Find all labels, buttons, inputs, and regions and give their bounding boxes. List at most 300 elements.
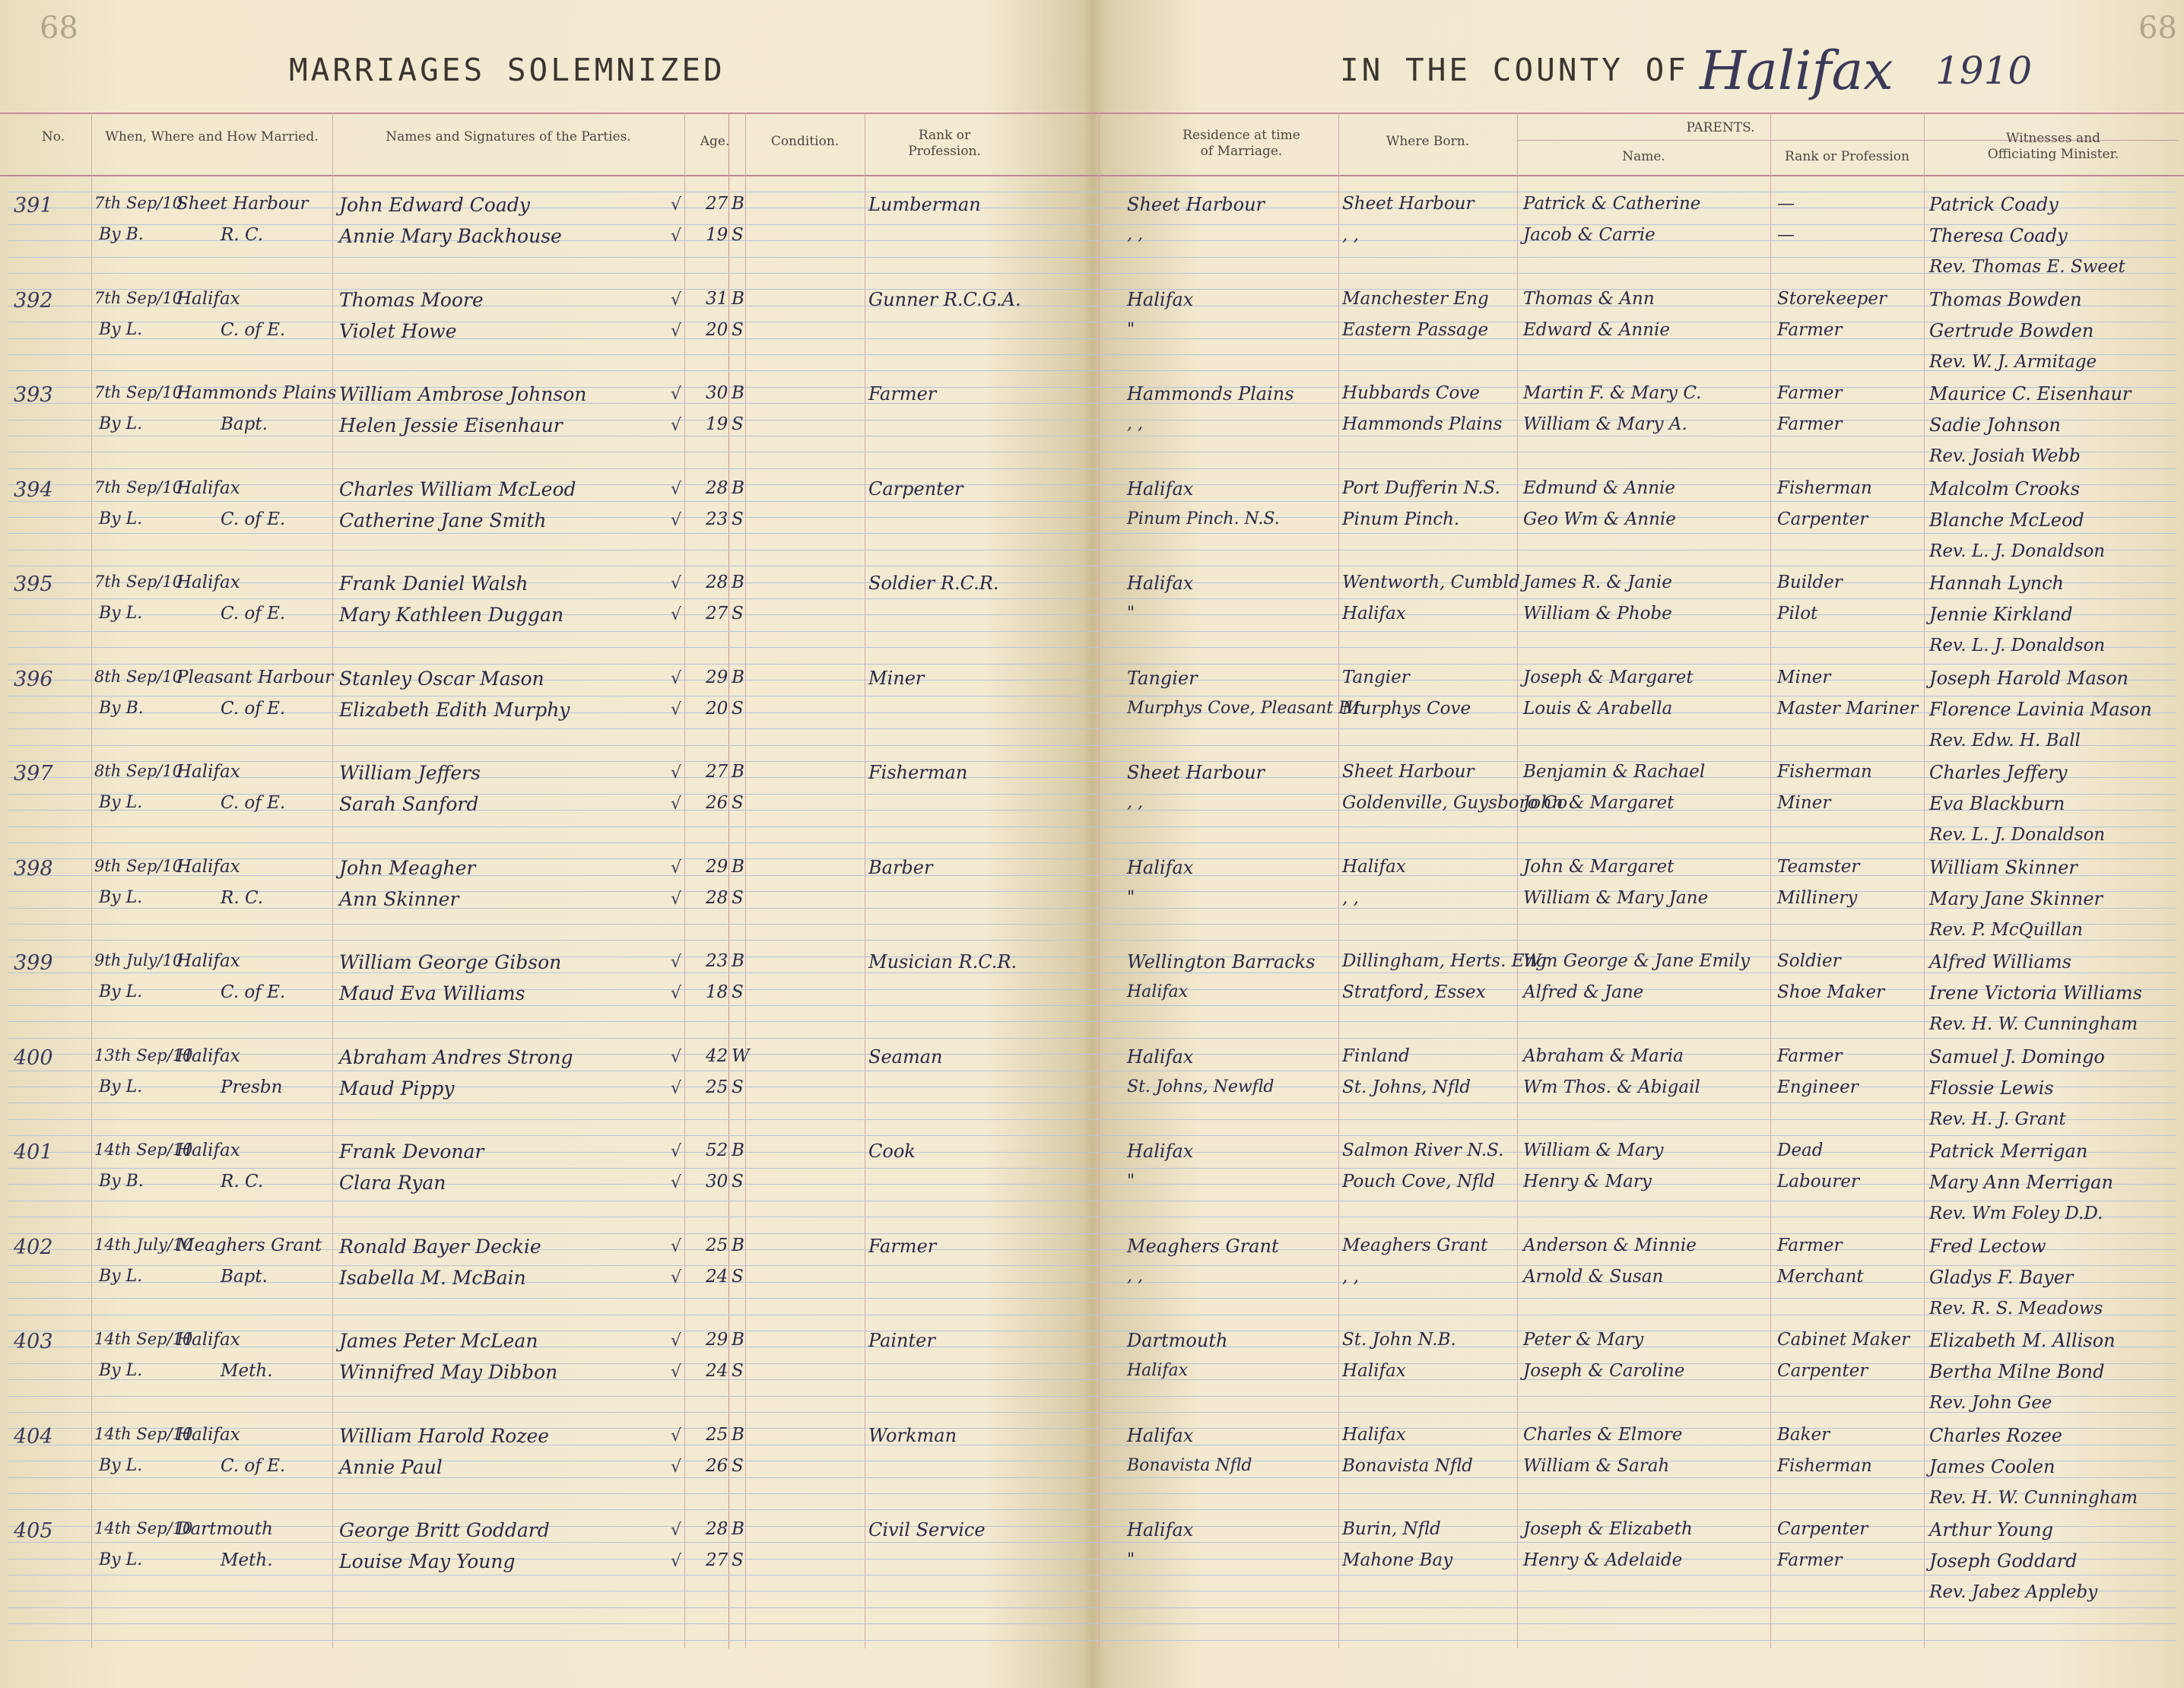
groom-birthplace: Hubbards Cove	[1342, 383, 1480, 403]
groom-name: Thomas Moore	[339, 289, 484, 311]
groom-parents: John & Margaret	[1523, 857, 1675, 877]
bride-condition: S	[732, 1172, 744, 1191]
groom-residence: Tangier	[1127, 668, 1198, 689]
check-mark-icon: √	[671, 1142, 682, 1161]
ruled-line	[8, 582, 2176, 583]
check-mark-icon: √	[671, 795, 682, 814]
marriage-how: By L.	[99, 1550, 143, 1569]
marriage-denomination: C. of E.	[221, 509, 286, 529]
groom-birthplace: Sheet Harbour	[1342, 762, 1475, 782]
bride-age: 24	[706, 1267, 729, 1287]
marriage-denomination: R. C.	[221, 888, 264, 908]
check-mark-icon: √	[671, 1173, 682, 1192]
groom-age: 30	[706, 383, 729, 403]
groom-residence: Dartmouth	[1127, 1330, 1228, 1351]
groom-parents: Joseph & Margaret	[1523, 668, 1694, 687]
witness-two: Bertha Milne Bond	[1929, 1361, 2105, 1382]
check-mark-icon: √	[671, 763, 682, 782]
marriage-denomination: R. C.	[221, 225, 264, 245]
groom-residence: Halifax	[1127, 1141, 1194, 1162]
check-mark-icon: √	[671, 605, 682, 624]
groom-age: 27	[706, 762, 729, 782]
bride-age: 26	[706, 793, 729, 813]
bride-age: 24	[706, 1361, 729, 1381]
groom-condition: B	[732, 1425, 744, 1445]
bride-parents-rank: Fisherman	[1777, 1456, 1872, 1476]
bride-age: 20	[706, 699, 729, 719]
ruled-line	[8, 745, 2176, 746]
bride-birthplace: Halifax	[1342, 604, 1406, 623]
ruled-line	[8, 550, 2176, 551]
bride-parents: Arnold & Susan	[1523, 1267, 1664, 1287]
check-mark-icon: √	[671, 1268, 682, 1287]
ruled-line	[8, 1477, 2176, 1478]
groom-condition: B	[732, 1519, 744, 1539]
groom-birthplace: Halifax	[1342, 1425, 1406, 1445]
witness-one: Patrick Coady	[1929, 194, 2059, 215]
bride-age: 30	[706, 1172, 729, 1191]
groom-residence: Halifax	[1127, 1046, 1194, 1068]
bride-birthplace: , ,	[1342, 1267, 1359, 1287]
groom-parents-rank: Carpenter	[1777, 1519, 1868, 1539]
ruled-line	[8, 924, 2176, 925]
ruled-line	[8, 1168, 2176, 1169]
groom-residence: Sheet Harbour	[1127, 762, 1265, 783]
marriage-date: 14th Sep/10	[94, 1330, 193, 1348]
groom-age: 28	[706, 1519, 729, 1539]
groom-residence: Meaghers Grant	[1127, 1236, 1279, 1257]
marriage-place: Meaghers Grant	[176, 1236, 322, 1255]
officiating-minister: Rev. L. J. Donaldson	[1929, 541, 2106, 561]
col-header-age: Age.	[700, 134, 730, 149]
marriage-place: Hammonds Plains	[176, 383, 337, 403]
groom-rank: Miner	[868, 668, 925, 689]
witness-two: Flossie Lewis	[1929, 1077, 2054, 1099]
witness-one: Patrick Merrigan	[1929, 1141, 2088, 1162]
ruled-line	[8, 1038, 2176, 1039]
marriage-date: 14th July/10	[94, 1236, 193, 1254]
entry-number: 402	[14, 1236, 53, 1259]
groom-rank: Barber	[868, 857, 933, 878]
entry-number: 393	[14, 383, 53, 407]
col-divider	[1338, 113, 1339, 1648]
groom-age: 25	[706, 1425, 729, 1445]
groom-parents-rank: Baker	[1777, 1425, 1830, 1445]
ruled-line	[8, 533, 2176, 534]
ruled-line	[8, 940, 2176, 941]
groom-name: Charles William McLeod	[339, 478, 576, 500]
groom-parents: Wm George & Jane Emily	[1523, 951, 1750, 971]
groom-residence: Halifax	[1127, 857, 1194, 878]
groom-rank: Musician R.C.R.	[868, 951, 1017, 973]
groom-condition: B	[732, 1330, 744, 1350]
col-divider	[684, 113, 685, 1648]
marriage-denomination: R. C.	[221, 1172, 264, 1191]
col-header-parents-name: Name.	[1622, 149, 1665, 164]
check-mark-icon: √	[671, 984, 682, 1003]
check-mark-icon: √	[671, 858, 682, 877]
marriage-denomination: C. of E.	[221, 793, 286, 813]
col-divider	[1770, 113, 1771, 1648]
bride-birthplace: Pinum Pinch.	[1342, 509, 1460, 529]
marriage-denomination: C. of E.	[221, 604, 286, 623]
ruled-line	[8, 631, 2176, 632]
groom-parents: Anderson & Minnie	[1523, 1236, 1697, 1255]
groom-age: 28	[706, 478, 729, 498]
officiating-minister: Rev. Wm Foley D.D.	[1929, 1204, 2103, 1223]
bride-parents-rank: Labourer	[1777, 1172, 1859, 1191]
bride-parents-rank: Shoe Maker	[1777, 982, 1885, 1002]
bride-parents: Jacob & Carrie	[1523, 225, 1655, 245]
bride-parents: Louis & Arabella	[1523, 699, 1673, 719]
col-header-born: Where Born.	[1386, 134, 1470, 149]
entry-number: 391	[14, 194, 53, 217]
groom-parents: Edmund & Annie	[1523, 478, 1675, 498]
entry-number: 399	[14, 951, 53, 975]
check-mark-icon: √	[671, 511, 682, 530]
bride-name: Isabella M. McBain	[339, 1267, 526, 1289]
ruled-line	[8, 1542, 2176, 1543]
groom-birthplace: St. John N.B.	[1342, 1330, 1456, 1350]
check-mark-icon: √	[671, 953, 682, 972]
bride-birthplace: Pouch Cove, Nfld	[1342, 1172, 1496, 1191]
groom-parents-rank: Farmer	[1777, 1236, 1843, 1255]
groom-name: George Britt Goddard	[339, 1519, 550, 1541]
bride-residence: "	[1127, 888, 1135, 907]
col-header-names: Names and Signatures of the Parties.	[386, 129, 631, 144]
bride-name: Catherine Jane Smith	[339, 509, 547, 531]
marriage-place: Pleasant Harbour	[176, 668, 334, 687]
groom-condition: W	[732, 1046, 750, 1066]
check-mark-icon: √	[671, 1552, 682, 1571]
bride-name: Maud Pippy	[339, 1077, 455, 1099]
bride-residence: , ,	[1127, 414, 1143, 433]
bride-name: Sarah Sanford	[339, 793, 479, 815]
entry-number: 398	[14, 857, 53, 880]
ruled-line	[8, 1005, 2176, 1006]
witness-one: Hannah Lynch	[1929, 573, 2064, 594]
groom-parents: William & Mary	[1523, 1141, 1664, 1160]
bride-condition: S	[732, 982, 744, 1002]
groom-parents: Martin F. & Mary C.	[1523, 383, 1702, 403]
groom-name: Frank Daniel Walsh	[339, 573, 529, 595]
groom-residence: Hammonds Plains	[1127, 383, 1294, 405]
marriage-denomination: C. of E.	[221, 320, 286, 340]
check-mark-icon: √	[671, 195, 682, 214]
bride-residence: "	[1127, 1172, 1135, 1191]
groom-parents: Patrick & Catherine	[1523, 194, 1701, 214]
check-mark-icon: √	[671, 1331, 682, 1350]
officiating-minister: Rev. H. W. Cunningham	[1929, 1488, 2138, 1508]
marriage-place: Halifax	[176, 573, 240, 592]
groom-condition: B	[732, 478, 744, 498]
marriage-how: By B.	[99, 225, 144, 244]
bride-name: Elizabeth Edith Murphy	[339, 699, 570, 721]
entry-number: 396	[14, 668, 53, 691]
witness-two: Joseph Goddard	[1929, 1550, 2078, 1572]
bride-age: 26	[706, 1456, 729, 1476]
groom-name: William Jeffers	[339, 762, 481, 784]
bride-condition: S	[732, 225, 744, 245]
bride-birthplace: Murphys Cove	[1342, 699, 1471, 719]
marriage-place: Halifax	[176, 857, 240, 877]
ruled-line	[8, 1640, 2176, 1641]
col-header-no: No.	[41, 129, 65, 144]
groom-rank: Soldier R.C.R.	[868, 573, 999, 594]
groom-name: William George Gibson	[339, 951, 562, 973]
bride-birthplace: Goldenville, Guysboro Co	[1342, 793, 1568, 813]
bride-parents-rank: Pilot	[1777, 604, 1818, 623]
col-header-when: When, Where and How Married.	[105, 129, 319, 144]
groom-birthplace: Sheet Harbour	[1342, 194, 1475, 214]
bride-name: Clara Ryan	[339, 1172, 446, 1194]
check-mark-icon: √	[671, 1458, 682, 1477]
marriage-denomination: Bapt.	[221, 1267, 268, 1287]
witness-one: Elizabeth M. Allison	[1929, 1330, 2116, 1351]
marriage-date: 8th Sep/10	[94, 762, 183, 780]
bride-age: 19	[706, 225, 729, 245]
entry-number: 395	[14, 573, 53, 596]
bride-parents: Alfred & Jane	[1523, 982, 1644, 1002]
bride-parents-rank: Master Mariner	[1777, 699, 1919, 719]
ruled-line	[8, 1607, 2176, 1608]
groom-age: 27	[706, 194, 729, 214]
ruled-line	[8, 1493, 2176, 1494]
bride-parents-rank: Miner	[1777, 793, 1831, 813]
groom-birthplace: Finland	[1342, 1046, 1410, 1066]
bride-age: 25	[706, 1077, 729, 1097]
marriage-date: 7th Sep/10	[94, 478, 183, 497]
bride-age: 23	[706, 509, 729, 529]
bride-name: Mary Kathleen Duggan	[339, 604, 564, 626]
groom-age: 52	[706, 1141, 729, 1160]
ruled-line	[8, 728, 2176, 729]
bride-condition: S	[732, 888, 744, 908]
witness-two: Eva Blackburn	[1929, 793, 2065, 814]
check-mark-icon: √	[671, 574, 682, 593]
bride-name: Winnifred May Dibbon	[339, 1361, 558, 1383]
ruled-line	[8, 1054, 2176, 1055]
bride-name: Helen Jessie Eisenhaur	[339, 414, 563, 436]
entry-number: 392	[14, 289, 53, 313]
witness-two: Mary Ann Merrigan	[1929, 1172, 2113, 1193]
bride-condition: S	[732, 509, 744, 529]
bride-parents-rank: Millinery	[1777, 888, 1858, 908]
groom-birthplace: Port Dufferin N.S.	[1342, 478, 1500, 498]
witness-two: Irene Victoria Williams	[1929, 982, 2142, 1004]
groom-parents-rank: Storekeeper	[1777, 289, 1887, 309]
marriage-how: By L.	[99, 1456, 143, 1475]
groom-rank: Farmer	[868, 1236, 937, 1257]
bride-name: Annie Paul	[339, 1456, 443, 1478]
ruled-line	[8, 1021, 2176, 1022]
marriage-denomination: C. of E.	[221, 982, 286, 1002]
marriage-how: By L.	[99, 982, 143, 1001]
groom-age: 28	[706, 573, 729, 592]
groom-parents: Benjamin & Rachael	[1523, 762, 1706, 782]
marriage-how: By L.	[99, 320, 143, 339]
witness-two: James Coolen	[1929, 1456, 2055, 1477]
witness-two: Sadie Johnson	[1929, 414, 2061, 436]
bride-parents-rank: Carpenter	[1777, 1361, 1868, 1381]
bride-name: Maud Eva Williams	[339, 982, 525, 1004]
officiating-minister: Rev. W. J. Armitage	[1929, 352, 2097, 372]
groom-name: James Peter McLean	[339, 1330, 538, 1352]
groom-condition: B	[732, 194, 744, 214]
right-page-number: 68	[2138, 11, 2177, 46]
ruled-line	[8, 794, 2176, 795]
groom-birthplace: Halifax	[1342, 857, 1406, 877]
groom-rank: Seaman	[868, 1046, 943, 1068]
groom-birthplace: Burin, Nfld	[1342, 1519, 1441, 1539]
groom-name: Abraham Andres Strong	[339, 1046, 573, 1068]
groom-birthplace: Manchester Eng	[1342, 289, 1489, 309]
bride-parents-rank: Farmer	[1777, 1550, 1843, 1570]
bride-birthplace: Mahone Bay	[1342, 1550, 1453, 1570]
check-mark-icon: √	[671, 1079, 682, 1098]
bride-parents: William & Mary A.	[1523, 414, 1687, 434]
groom-parents-rank: Farmer	[1777, 383, 1843, 403]
marriage-denomination: Presbn	[221, 1077, 283, 1097]
bride-birthplace: Hammonds Plains	[1342, 414, 1503, 434]
bride-condition: S	[732, 1456, 744, 1476]
groom-condition: B	[732, 1236, 744, 1255]
witness-two: Mary Jane Skinner	[1929, 888, 2103, 909]
check-mark-icon: √	[671, 385, 682, 404]
groom-residence: Halifax	[1127, 573, 1194, 594]
witness-two: Florence Lavinia Mason	[1929, 699, 2152, 720]
bride-birthplace: St. Johns, Nfld	[1342, 1077, 1471, 1097]
groom-birthplace: Tangier	[1342, 668, 1410, 687]
ruled-line	[8, 1249, 2176, 1250]
marriage-date: 7th Sep/10	[94, 383, 183, 401]
groom-age: 29	[706, 668, 729, 687]
groom-parents: Charles & Elmore	[1523, 1425, 1683, 1445]
officiating-minister: Rev. Jabez Appleby	[1929, 1582, 2098, 1602]
bride-residence: "	[1127, 1550, 1135, 1569]
groom-condition: B	[732, 289, 744, 309]
ruled-line	[8, 842, 2176, 843]
marriage-date: 7th Sep/10	[94, 194, 183, 212]
groom-birthplace: Salmon River N.S.	[1342, 1141, 1504, 1160]
entry-number: 404	[14, 1425, 53, 1448]
marriage-how: By L.	[99, 509, 143, 528]
groom-parents-rank: Dead	[1777, 1141, 1824, 1160]
bride-name: Ann Skinner	[339, 888, 459, 910]
groom-parents-rank: Miner	[1777, 668, 1831, 687]
marriage-place: Halifax	[176, 289, 240, 309]
check-mark-icon: √	[671, 669, 682, 688]
officiating-minister: Rev. R. S. Meadows	[1929, 1299, 2103, 1318]
bride-parents: Edward & Annie	[1523, 320, 1670, 340]
officiating-minister: Rev. H. J. Grant	[1929, 1109, 2066, 1129]
groom-parents: James R. & Janie	[1523, 573, 1672, 592]
ruled-line	[8, 1412, 2176, 1413]
marriage-how: By L.	[99, 604, 143, 623]
bride-residence: "	[1127, 320, 1135, 339]
officiating-minister: Rev. John Gee	[1929, 1393, 2052, 1413]
groom-age: 42	[706, 1046, 729, 1066]
county-name: Halifax	[1700, 40, 1894, 102]
bride-parents: Henry & Mary	[1523, 1172, 1652, 1191]
check-mark-icon: √	[671, 1363, 682, 1382]
ruled-line	[8, 273, 2176, 274]
check-mark-icon: √	[671, 890, 682, 909]
marriage-date: 7th Sep/10	[94, 573, 183, 591]
marriage-place: Halifax	[176, 1141, 240, 1160]
groom-name: Stanley Oscar Mason	[339, 668, 544, 690]
bride-birthplace: Bonavista Nfld	[1342, 1456, 1473, 1476]
officiating-minister: Rev. Edw. H. Ball	[1929, 731, 2081, 750]
groom-condition: B	[732, 1141, 744, 1160]
bride-age: 19	[706, 414, 729, 434]
groom-name: John Meagher	[339, 857, 476, 879]
groom-parents: Peter & Mary	[1523, 1330, 1644, 1350]
marriage-denomination: Meth.	[221, 1550, 273, 1570]
bride-residence: , ,	[1127, 1267, 1143, 1286]
ruled-line	[8, 647, 2176, 648]
marriage-how: By B.	[99, 1172, 144, 1191]
groom-parents: Abraham & Maria	[1523, 1046, 1684, 1066]
marriage-how: By L.	[99, 888, 143, 907]
marriage-place: Halifax	[176, 1330, 240, 1350]
col-divider	[91, 113, 92, 1648]
ruled-line	[8, 810, 2176, 811]
marriage-place: Halifax	[176, 762, 240, 782]
col-header-condition: Condition.	[770, 134, 840, 149]
groom-residence: Wellington Barracks	[1127, 951, 1316, 973]
entry-number: 401	[14, 1141, 53, 1164]
marriage-place: Sheet Harbour	[176, 194, 309, 214]
marriage-denomination: C. of E.	[221, 1456, 286, 1476]
groom-rank: Gunner R.C.G.A.	[868, 289, 1021, 310]
groom-parents-rank: Cabinet Maker	[1777, 1330, 1910, 1350]
marriage-how: By L.	[99, 414, 143, 433]
bride-residence: Bonavista Nfld	[1127, 1456, 1252, 1475]
marriage-place: Halifax	[176, 1425, 240, 1445]
groom-age: 29	[706, 1330, 729, 1350]
marriage-place: Dartmouth	[176, 1519, 273, 1539]
witness-one: Arthur Young	[1929, 1519, 2053, 1540]
ruled-line	[8, 1135, 2176, 1136]
groom-parents: Thomas & Ann	[1523, 289, 1655, 309]
check-mark-icon: √	[671, 480, 682, 499]
groom-rank: Farmer	[868, 383, 937, 405]
groom-birthplace: Meaghers Grant	[1342, 1236, 1488, 1255]
ruled-line	[8, 370, 2176, 371]
marriage-date: 9th July/10	[94, 951, 183, 969]
bride-condition: S	[732, 1077, 744, 1097]
groom-parents-rank: Fisherman	[1777, 478, 1872, 498]
marriage-place: Halifax	[176, 951, 240, 971]
groom-name: John Edward Coady	[339, 194, 530, 216]
groom-age: 25	[706, 1236, 729, 1255]
marriage-how: By L.	[99, 1361, 143, 1380]
witness-one: Charles Jeffery	[1929, 762, 2068, 783]
groom-condition: B	[732, 573, 744, 592]
ruled-line	[8, 468, 2176, 469]
groom-name: William Ambrose Johnson	[339, 383, 587, 405]
bride-age: 20	[706, 320, 729, 340]
groom-residence: Sheet Harbour	[1127, 194, 1265, 215]
col-header-rank: Rank or Profession.	[908, 128, 981, 159]
bride-birthplace: , ,	[1342, 225, 1359, 245]
bride-residence: , ,	[1127, 793, 1143, 812]
groom-name: Frank Devonar	[339, 1141, 484, 1163]
witness-two: Gertrude Bowden	[1929, 320, 2094, 341]
ruled-line	[8, 1509, 2176, 1510]
groom-condition: B	[732, 762, 744, 782]
